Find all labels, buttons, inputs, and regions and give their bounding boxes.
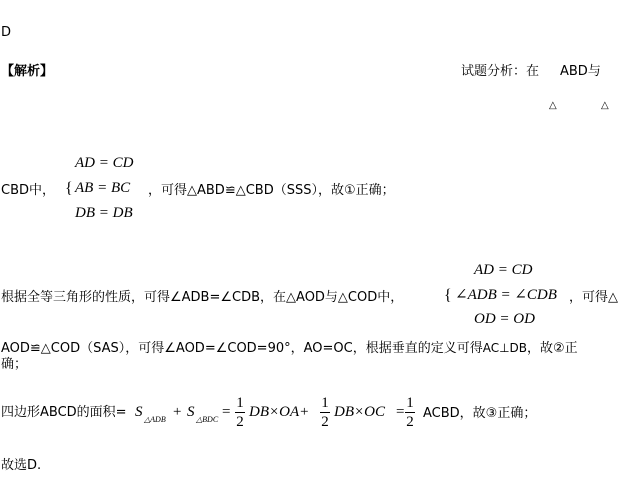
product-term: DB×OA+ (249, 404, 310, 420)
area-symbol: S (135, 404, 143, 420)
step2-line3: 确； (1, 357, 28, 372)
area-subscript: △BDC (196, 415, 219, 424)
conclusion-end: . (37, 458, 42, 473)
product-term: DB×OC (334, 404, 385, 420)
step2-prefix: 根据全等三角形的性质，可得∠ADB=∠CDB，在△AOD与△COD中， (1, 290, 404, 305)
step2-line2 (1, 341, 578, 356)
fraction-bar (320, 412, 330, 413)
step1-result: ，可得△ABD≌△CBD（SSS），故①正确； (148, 183, 395, 198)
equation-line: OD = OD (474, 311, 535, 327)
step1-prefix: CBD中， (1, 183, 56, 198)
fraction-numerator: 1 (321, 395, 329, 411)
fraction-denominator: 2 (236, 414, 244, 430)
equation-line: ∠ADB = ∠CDB (455, 287, 557, 303)
fraction-denominator: 2 (321, 414, 329, 430)
intro-abd: ABD与 (560, 64, 601, 79)
perpendicular-statement: AC⊥DB (482, 341, 528, 355)
step2-line2-text: AOD≌△COD（SAS），可得∠AOD=∠COD=90°，AO=OC，根据垂直的定义可得 (1, 341, 483, 356)
step2-result: ，可得△ (569, 290, 618, 305)
analysis-heading: 【解析】 (1, 64, 54, 79)
equals-sign: = (222, 404, 231, 420)
answer-letter: D (1, 25, 12, 40)
conclusion-lead: 故选 (1, 458, 28, 473)
area-symbol: S (187, 404, 195, 420)
fraction-bar (235, 412, 245, 413)
plus-sign: + (173, 404, 182, 420)
equation-line: AB = BC (75, 180, 131, 196)
area-subscript: △ADB (144, 415, 166, 424)
equation-line: AD = CD (75, 155, 134, 171)
fraction-denominator: 2 (406, 414, 414, 430)
triangle-symbol: △ (549, 100, 557, 111)
equation-line: DB = DB (75, 205, 133, 221)
step3-tail: ACBD，故③正确； (423, 406, 537, 421)
equals-sign: = (396, 404, 405, 420)
conclusion (1, 458, 41, 473)
fraction-numerator: 1 (406, 395, 414, 411)
conclusion-answer: D (27, 458, 38, 473)
fraction-bar (405, 412, 415, 413)
triangle-symbol: △ (601, 100, 609, 111)
step2-line2-end: ，故②正 (527, 341, 578, 356)
system-brace: { (444, 287, 452, 304)
fraction-numerator: 1 (236, 395, 244, 411)
system-brace: { (65, 180, 73, 197)
equation-line: AD = CD (474, 262, 533, 278)
step3-prefix: 四边形ABCD的面积= (1, 405, 127, 420)
analysis-lead: 试题分析：在 (461, 64, 540, 79)
